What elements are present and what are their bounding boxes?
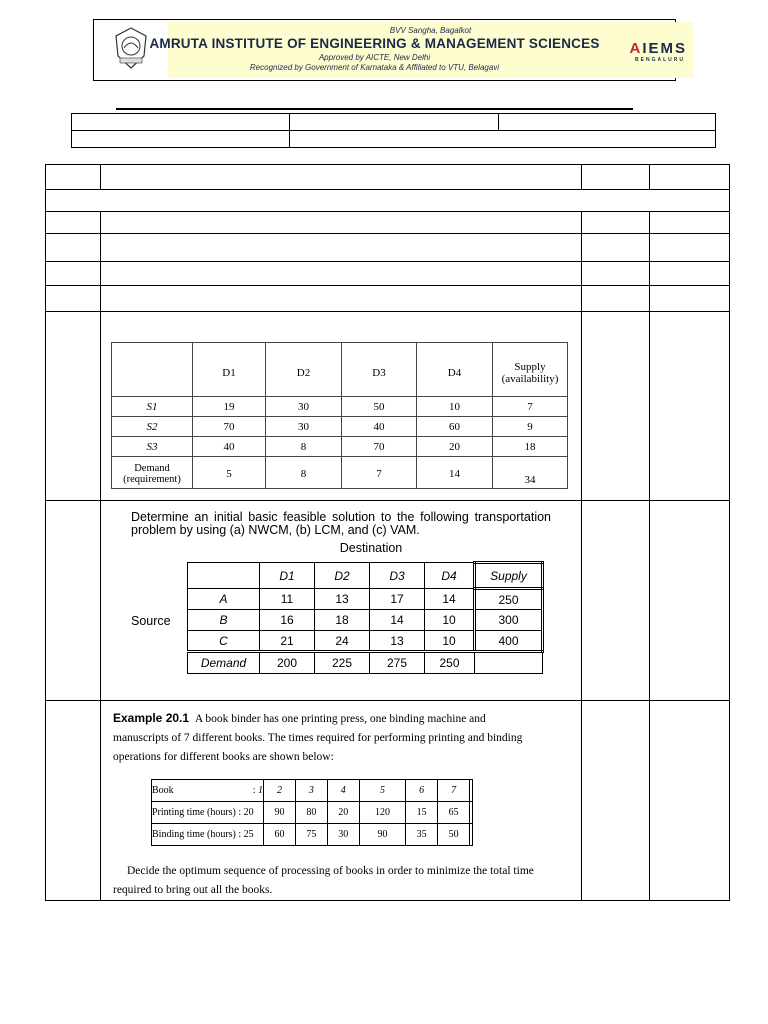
- example-conclusion: Decide the optimum sequence of processing of books in order to minimize the total time required to bring out all the books.: [113, 865, 534, 896]
- cost-cell: 10: [425, 610, 475, 631]
- cost-row: [188, 589, 543, 610]
- demand-cell: 14: [417, 457, 493, 489]
- example-title: Example 20.1: [113, 711, 190, 725]
- table-row: [46, 701, 730, 901]
- cost-cell: 50: [342, 397, 417, 417]
- table-row: [46, 262, 730, 286]
- row-label: B: [188, 610, 260, 631]
- table-row: [46, 234, 730, 262]
- cost-cell: 60: [417, 417, 493, 437]
- demand-cell: 275: [370, 652, 425, 674]
- book-number: 7: [438, 780, 470, 802]
- demand-row: [188, 652, 543, 674]
- books-table: [151, 779, 473, 846]
- book-number: 2: [264, 780, 296, 802]
- header-cell: Supply (availability): [493, 343, 568, 397]
- total-cell: 34: [493, 457, 568, 489]
- book-label: Book : 1: [152, 780, 264, 802]
- cost-cell: 21: [260, 631, 315, 652]
- cost-table-2: [187, 561, 544, 674]
- info-table: [71, 113, 716, 148]
- row-label: A: [188, 589, 260, 610]
- table-row: [46, 286, 730, 312]
- binding-cell: 60: [264, 824, 296, 846]
- question-table: [45, 164, 730, 901]
- cost-cell: 70: [342, 437, 417, 457]
- supply-cell: 18: [493, 437, 568, 457]
- demand-cell: 7: [342, 457, 417, 489]
- header-cell: D2: [266, 343, 342, 397]
- demand-cell: 250: [425, 652, 475, 674]
- cost-cell: 20: [417, 437, 493, 457]
- table-row: [46, 212, 730, 234]
- cost-cell: 40: [342, 417, 417, 437]
- banner-text-panel: [149, 22, 693, 78]
- sangha-name: BVV Sangha, Bagalkot: [389, 26, 472, 35]
- book-number: 5: [359, 780, 405, 802]
- binding-row: [152, 824, 473, 846]
- header-cell: D1: [193, 343, 266, 397]
- demand-cell: 8: [266, 457, 342, 489]
- binding-label: Binding time (hours) : 25: [152, 824, 264, 846]
- binding-cell: 30: [327, 824, 359, 846]
- info-row: [72, 131, 716, 148]
- cost-cell: 24: [315, 631, 370, 652]
- cost-cell: 13: [315, 589, 370, 610]
- empty-cell: [475, 652, 543, 674]
- cost-cell: 14: [425, 589, 475, 610]
- institute-banner: [93, 19, 687, 81]
- header-cell: [112, 343, 193, 397]
- aicte-approval: Approved by AICTE, New Delhi: [318, 53, 431, 62]
- cost-cell: 70: [193, 417, 266, 437]
- cost-row: [112, 397, 568, 417]
- printing-cell: 80: [295, 802, 327, 824]
- cost-cell: 17: [370, 589, 425, 610]
- printing-cell: 20: [327, 802, 359, 824]
- printing-cell: 90: [264, 802, 296, 824]
- header-rule: [116, 108, 633, 110]
- header-cell: D2: [315, 563, 370, 589]
- info-cell: [72, 114, 290, 131]
- header-cell: D3: [342, 343, 417, 397]
- row-label: S2: [112, 417, 193, 437]
- info-cell: [290, 114, 499, 131]
- cost-cell: 11: [260, 589, 315, 610]
- institute-name: AMRUTA INSTITUTE OF ENGINEERING & MANAGEMENT SCIENCES: [149, 36, 600, 51]
- source-label: Source: [131, 614, 171, 628]
- info-cell: [72, 131, 290, 148]
- row-label: S3: [112, 437, 193, 457]
- vtu-affiliation: Recognized by Government of Karnataka & Affiliated to VTU, Belagavi: [249, 63, 500, 72]
- aiems-logo: AIEMS: [629, 40, 687, 57]
- cost-cell: 30: [266, 417, 342, 437]
- header-cell: D3: [370, 563, 425, 589]
- header-cell: D4: [425, 563, 475, 589]
- example-text: A book binder has one printing press, one binding machine and manuscripts of 7 different books. The times required for performing printing and binding operations for different books are shown below:: [113, 713, 523, 763]
- demand-row: [112, 457, 568, 489]
- header-cell: D4: [417, 343, 493, 397]
- supply-cell: 400: [475, 631, 543, 652]
- cost-cell: 10: [425, 631, 475, 652]
- info-cell: [290, 131, 716, 148]
- supply-cell: 9: [493, 417, 568, 437]
- cost-cell: 14: [370, 610, 425, 631]
- demand-cell: 200: [260, 652, 315, 674]
- question-text: Determine an initial basic feasible solution to the following transportation problem by using (a) NWCM, (b) LCM, and (c) VAM.: [131, 510, 551, 537]
- binding-cell: 75: [295, 824, 327, 846]
- binding-cell: 50: [438, 824, 470, 846]
- cost-cell: 16: [260, 610, 315, 631]
- demand-cell: 5: [193, 457, 266, 489]
- destination-label: Destination: [339, 541, 403, 555]
- cost-cell: 13: [370, 631, 425, 652]
- cost-cell: 18: [315, 610, 370, 631]
- book-number: 3: [295, 780, 327, 802]
- cost-table-header: [188, 563, 543, 589]
- printing-cell: 120: [359, 802, 405, 824]
- header-cell: [188, 563, 260, 589]
- cost-row: [112, 437, 568, 457]
- row-label: S1: [112, 397, 193, 417]
- books-header: [152, 780, 473, 802]
- printing-cell: 65: [438, 802, 470, 824]
- book-number: 6: [406, 780, 438, 802]
- cost-cell: 10: [417, 397, 493, 417]
- supply-cell: 7: [493, 397, 568, 417]
- printing-row: [152, 802, 473, 824]
- cost-row: [188, 610, 543, 631]
- info-row: [72, 114, 716, 131]
- row-label: Demand: [188, 652, 260, 674]
- book-number: 4: [327, 780, 359, 802]
- printing-label: Printing time (hours) : 20: [152, 802, 264, 824]
- cost-table-1: [111, 342, 568, 489]
- cost-cell: 19: [193, 397, 266, 417]
- table-row: [46, 190, 730, 212]
- cost-row: [188, 631, 543, 652]
- supply-cell: 300: [475, 610, 543, 631]
- header-cell: Supply: [475, 563, 543, 589]
- supply-cell: 250: [475, 589, 543, 610]
- cost-table-header: [112, 343, 568, 397]
- aiems-logo-sub: BENGALURU: [635, 57, 685, 63]
- cost-cell: 8: [266, 437, 342, 457]
- table-row: [46, 312, 730, 501]
- cost-row: [112, 417, 568, 437]
- cost-cell: 40: [193, 437, 266, 457]
- printing-cell: 15: [406, 802, 438, 824]
- info-cell: [499, 114, 716, 131]
- binding-cell: 35: [406, 824, 438, 846]
- row-label: C: [188, 631, 260, 652]
- table-row: [46, 501, 730, 701]
- demand-cell: 225: [315, 652, 370, 674]
- cost-cell: 30: [266, 397, 342, 417]
- row-label: Demand (requirement): [112, 457, 193, 489]
- header-cell: D1: [260, 563, 315, 589]
- binding-cell: 90: [359, 824, 405, 846]
- table-row: [46, 165, 730, 190]
- example-paragraph: [113, 709, 539, 767]
